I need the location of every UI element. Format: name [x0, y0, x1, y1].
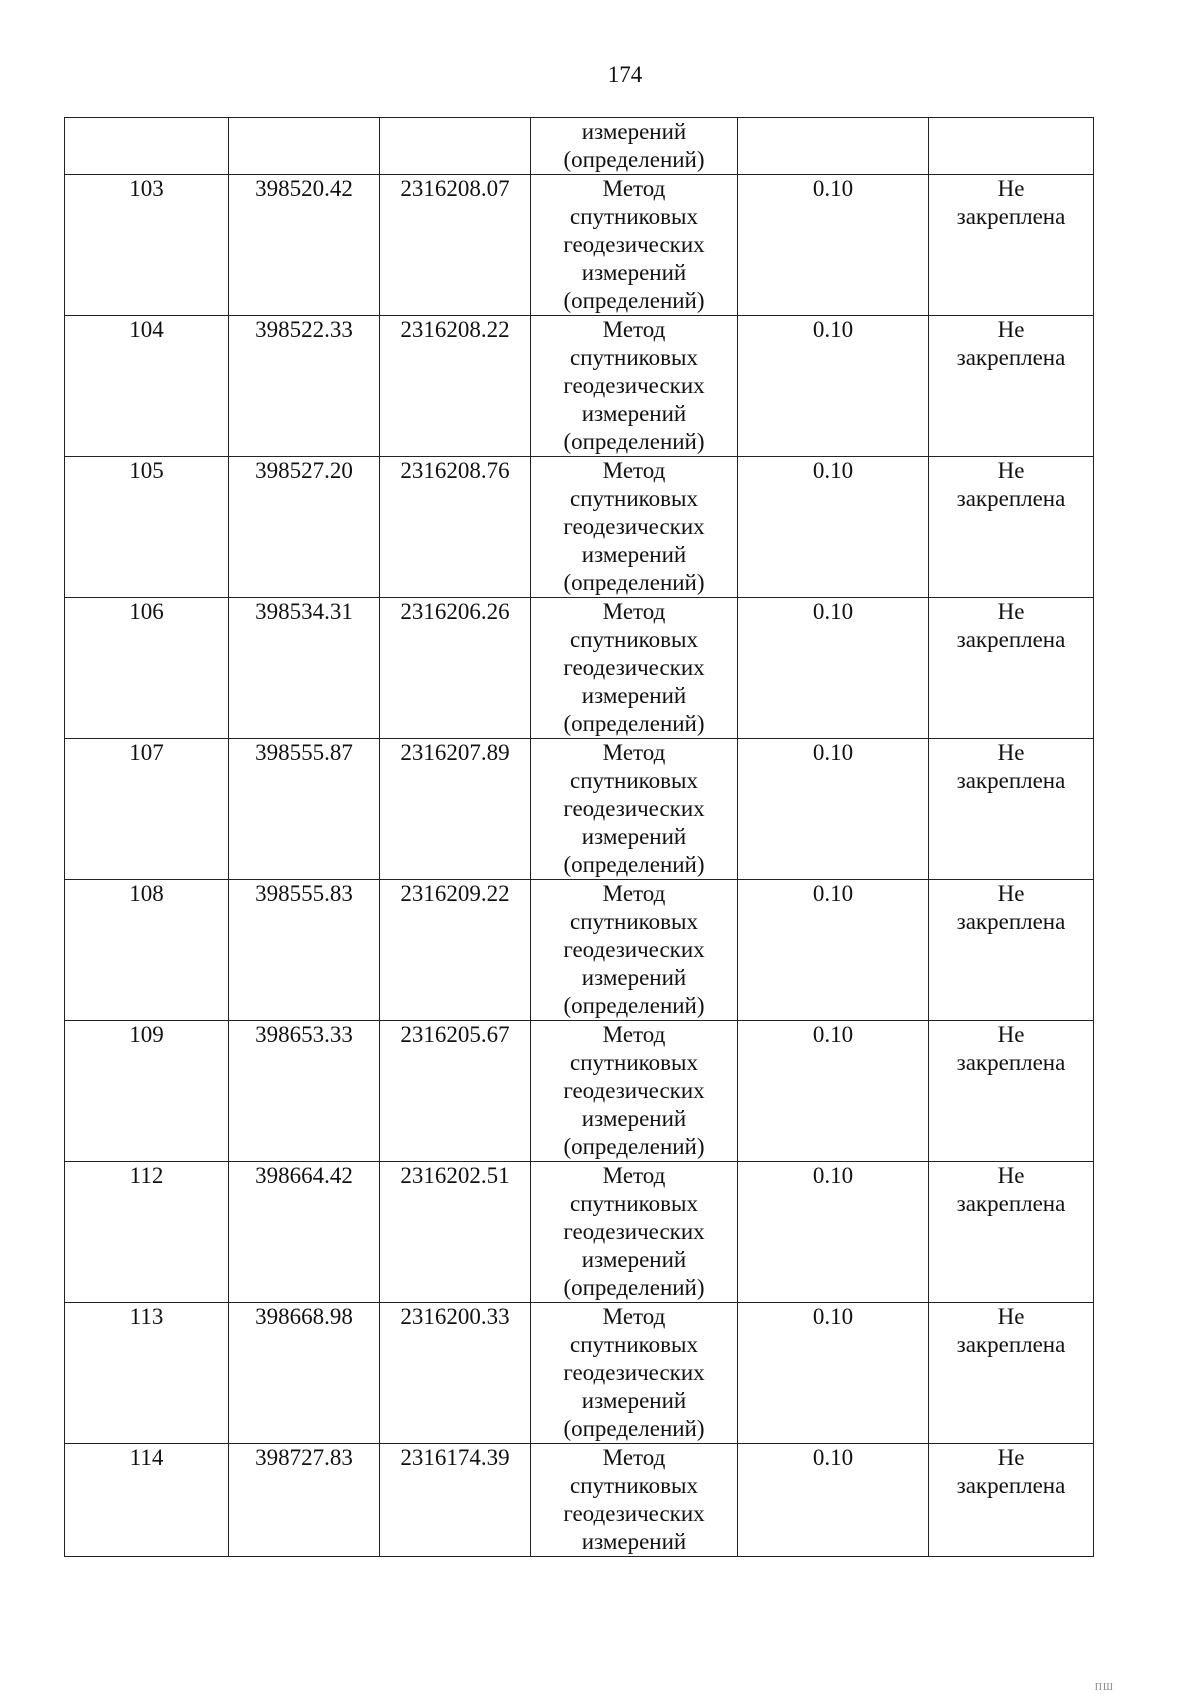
accuracy-cell: 0.10 — [738, 175, 929, 316]
accuracy-cell: 0.10 — [738, 1303, 929, 1444]
fixing-line: Не — [997, 317, 1025, 342]
method-cell — [531, 1162, 738, 1303]
fixing-cell — [929, 1303, 1094, 1444]
x-coordinate-cell: 398527.20 — [229, 457, 380, 598]
accuracy-cell: 0.10 — [738, 1444, 929, 1557]
method-line: Метод — [602, 1304, 666, 1329]
method-line: (определений) — [563, 711, 705, 736]
method-line: геодезических — [563, 232, 705, 257]
method-line: спутниковых — [569, 1332, 698, 1357]
method-line: (определений) — [563, 429, 705, 454]
accuracy-cell: 0.10 — [738, 1021, 929, 1162]
method-line: спутниковых — [569, 909, 698, 934]
fixing-line: закреплена — [956, 1473, 1066, 1498]
method-line: Метод — [602, 1445, 666, 1470]
method-line: геодезических — [563, 1501, 705, 1526]
fixing-cell — [929, 598, 1094, 739]
point-cell: 109 — [65, 1021, 229, 1162]
method-line: (определений) — [563, 1275, 705, 1300]
method-line: (определений) — [563, 288, 705, 313]
x-coordinate-cell: 398664.42 — [229, 1162, 380, 1303]
fixing-cell — [929, 1444, 1094, 1557]
method-line: (определений) — [563, 1416, 705, 1441]
y-coordinate-cell — [380, 118, 531, 175]
method-cell — [531, 739, 738, 880]
fixing-line: закреплена — [956, 1332, 1066, 1357]
method-line: (определений) — [563, 852, 705, 877]
method-line: геодезических — [563, 1360, 705, 1385]
point-cell: 103 — [65, 175, 229, 316]
fixing-line: закреплена — [956, 909, 1066, 934]
fixing-line: закреплена — [956, 1191, 1066, 1216]
fixing-line: Не — [997, 1022, 1025, 1047]
method-line: измерений — [581, 260, 687, 285]
table-row — [65, 175, 1094, 316]
point-cell: 104 — [65, 316, 229, 457]
method-line: геодезических — [563, 514, 705, 539]
y-coordinate-cell: 2316208.76 — [380, 457, 531, 598]
fixing-line: закреплена — [956, 204, 1066, 229]
fixing-cell — [929, 1021, 1094, 1162]
method-line: геодезических — [563, 655, 705, 680]
method-line: Метод — [602, 1022, 666, 1047]
table-row — [65, 316, 1094, 457]
method-line: (определений) — [563, 147, 705, 172]
table-row — [65, 1162, 1094, 1303]
method-cell — [531, 598, 738, 739]
method-line: измерений — [581, 683, 687, 708]
accuracy-cell: 0.10 — [738, 457, 929, 598]
point-cell — [65, 118, 229, 175]
method-line: спутниковых — [569, 1191, 698, 1216]
method-line: Метод — [602, 458, 666, 483]
accuracy-cell: 0.10 — [738, 598, 929, 739]
fixing-cell — [929, 1162, 1094, 1303]
accuracy-cell: 0.10 — [738, 880, 929, 1021]
method-line: спутниковых — [569, 345, 698, 370]
fixing-line: Не — [997, 599, 1025, 624]
method-line: (определений) — [563, 1134, 705, 1159]
y-coordinate-cell: 2316208.07 — [380, 175, 531, 316]
table-row — [65, 1444, 1094, 1557]
fixing-line: закреплена — [956, 345, 1066, 370]
method-line: измерений — [581, 1106, 687, 1131]
x-coordinate-cell: 398555.87 — [229, 739, 380, 880]
method-line: геодезических — [563, 1219, 705, 1244]
method-line: измерений — [581, 542, 687, 567]
accuracy-cell: 0.10 — [738, 316, 929, 457]
method-line: измерений — [581, 824, 687, 849]
y-coordinate-cell: 2316209.22 — [380, 880, 531, 1021]
method-line: Метод — [602, 1163, 666, 1188]
x-coordinate-cell: 398668.98 — [229, 1303, 380, 1444]
method-line: спутниковых — [569, 627, 698, 652]
method-cell — [531, 1444, 738, 1557]
method-line: Метод — [602, 740, 666, 765]
fixing-line: Не — [997, 1304, 1025, 1329]
method-line: измерений — [581, 965, 687, 990]
fixing-line: Не — [997, 176, 1025, 201]
fixing-cell — [929, 316, 1094, 457]
y-coordinate-cell: 2316208.22 — [380, 316, 531, 457]
method-line: спутниковых — [569, 1473, 698, 1498]
table-row — [65, 1021, 1094, 1162]
table-row — [65, 739, 1094, 880]
method-line: Метод — [602, 176, 666, 201]
y-coordinate-cell: 2316207.89 — [380, 739, 531, 880]
continuation-row — [65, 118, 1094, 175]
fixing-line: Не — [997, 1445, 1025, 1470]
method-line: измерений — [581, 1388, 687, 1413]
x-coordinate-cell: 398520.42 — [229, 175, 380, 316]
method-line: геодезических — [563, 937, 705, 962]
method-cell — [531, 1303, 738, 1444]
method-line: Метод — [602, 599, 666, 624]
method-line: измерений — [581, 1247, 687, 1272]
page-number: 174 — [607, 62, 643, 87]
method-line: спутниковых — [569, 768, 698, 793]
method-line: спутниковых — [569, 204, 698, 229]
x-coordinate-cell — [229, 118, 380, 175]
fixing-line: закреплена — [956, 627, 1066, 652]
method-cell — [531, 880, 738, 1021]
method-cell — [531, 316, 738, 457]
method-cell — [531, 118, 738, 175]
table-row — [65, 880, 1094, 1021]
point-cell: 113 — [65, 1303, 229, 1444]
method-cell — [531, 1021, 738, 1162]
method-line: спутниковых — [569, 1050, 698, 1075]
method-line: геодезических — [563, 796, 705, 821]
method-line: Метод — [602, 881, 666, 906]
method-cell — [531, 457, 738, 598]
point-cell: 106 — [65, 598, 229, 739]
fixing-cell — [929, 175, 1094, 316]
table-row — [65, 598, 1094, 739]
fixing-line: закреплена — [956, 1050, 1066, 1075]
y-coordinate-cell: 2316205.67 — [380, 1021, 531, 1162]
table-row — [65, 1303, 1094, 1444]
method-line: измерений — [581, 119, 687, 144]
fixing-line: закреплена — [956, 486, 1066, 511]
y-coordinate-cell: 2316174.39 — [380, 1444, 531, 1557]
method-line: измерений — [581, 1529, 687, 1554]
method-line: геодезических — [563, 373, 705, 398]
method-line: спутниковых — [569, 486, 698, 511]
point-cell: 105 — [65, 457, 229, 598]
x-coordinate-cell: 398555.83 — [229, 880, 380, 1021]
fixing-line: Не — [997, 1163, 1025, 1188]
x-coordinate-cell: 398653.33 — [229, 1021, 380, 1162]
x-coordinate-cell: 398522.33 — [229, 316, 380, 457]
y-coordinate-cell: 2316202.51 — [380, 1162, 531, 1303]
fixing-cell — [929, 739, 1094, 880]
accuracy-cell: 0.10 — [738, 1162, 929, 1303]
method-cell — [531, 175, 738, 316]
coordinates-table — [64, 117, 1094, 1557]
fixing-line: Не — [997, 881, 1025, 906]
method-line: (определений) — [563, 570, 705, 595]
y-coordinate-cell: 2316200.33 — [380, 1303, 531, 1444]
point-cell: 112 — [65, 1162, 229, 1303]
point-cell: 108 — [65, 880, 229, 1021]
x-coordinate-cell: 398534.31 — [229, 598, 380, 739]
method-line: Метод — [602, 317, 666, 342]
fixing-line: Не — [997, 740, 1025, 765]
y-coordinate-cell: 2316206.26 — [380, 598, 531, 739]
fixing-line: Не — [997, 458, 1025, 483]
fixing-line: закреплена — [956, 768, 1066, 793]
method-line: измерений — [581, 401, 687, 426]
table-row — [65, 457, 1094, 598]
fixing-cell — [929, 880, 1094, 1021]
accuracy-cell — [738, 118, 929, 175]
footer-mark: ПШ — [1094, 1682, 1114, 1693]
point-cell: 107 — [65, 739, 229, 880]
method-line: геодезических — [563, 1078, 705, 1103]
fixing-cell — [929, 118, 1094, 175]
method-line: (определений) — [563, 993, 705, 1018]
accuracy-cell: 0.10 — [738, 739, 929, 880]
fixing-cell — [929, 457, 1094, 598]
point-cell: 114 — [65, 1444, 229, 1557]
x-coordinate-cell: 398727.83 — [229, 1444, 380, 1557]
